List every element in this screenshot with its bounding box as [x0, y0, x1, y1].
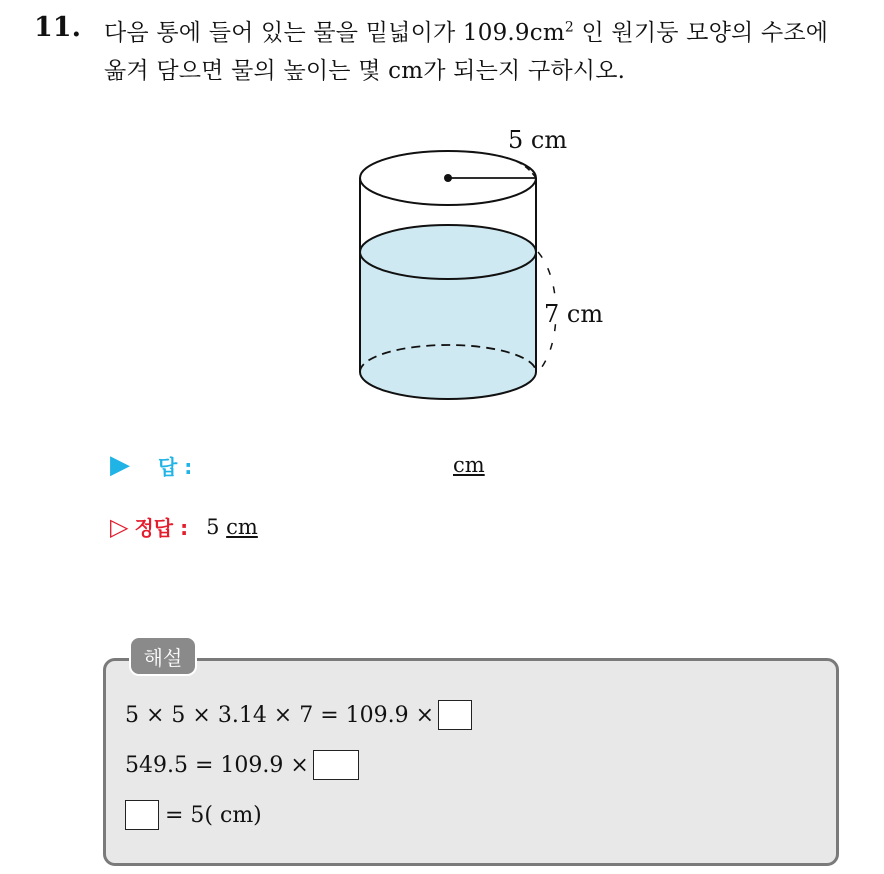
- question-text-part-b: 인 원기둥 모양의 수조에: [573, 20, 829, 46]
- explanation-line-3: [125, 800, 262, 830]
- question-line-1: [104, 14, 828, 47]
- blank-square-icon: [438, 700, 472, 730]
- explanation-equation-3: = 5( cm): [165, 802, 262, 828]
- radius-dashed-arc: [500, 156, 536, 178]
- correct-marker-icon: ▷: [110, 512, 129, 541]
- question-superscript: 2: [564, 19, 574, 36]
- answer-row: [110, 450, 485, 480]
- correct-unit: cm: [226, 514, 258, 539]
- blank-square-icon: [313, 750, 359, 780]
- answer-blank-unit[interactable]: cm: [453, 453, 485, 477]
- correct-value: [206, 515, 258, 539]
- question-line-2: 옮겨 담으면 물의 높이는 몇 cm가 되는지 구하시오.: [104, 58, 626, 84]
- water-surface: [360, 225, 536, 279]
- explanation-line-2: [125, 750, 359, 780]
- explanation-tab: 해설: [129, 636, 197, 676]
- blank-square-icon: [125, 800, 159, 830]
- question-number: 11.: [34, 12, 81, 43]
- correct-answer-row: [110, 512, 258, 541]
- radius-label: 5 cm: [508, 126, 568, 154]
- question-text-part-a: 다음 통에 들어 있는 물을 밑넓이가 109.9cm: [104, 20, 565, 46]
- explanation-line-1: [125, 700, 472, 730]
- correct-label: 정답 :: [134, 516, 189, 540]
- explanation-equation-1: 5 × 5 × 3.14 × 7 = 109.9 ×: [125, 702, 435, 728]
- explanation-equation-2: 549.5 = 109.9 ×: [125, 752, 309, 778]
- answer-label: 답 :: [158, 454, 193, 479]
- correct-number: 5: [206, 514, 220, 539]
- answer-arrow-icon: ▶: [110, 450, 130, 480]
- cylinder-figure: [340, 120, 630, 410]
- height-label: 7 cm: [544, 300, 604, 328]
